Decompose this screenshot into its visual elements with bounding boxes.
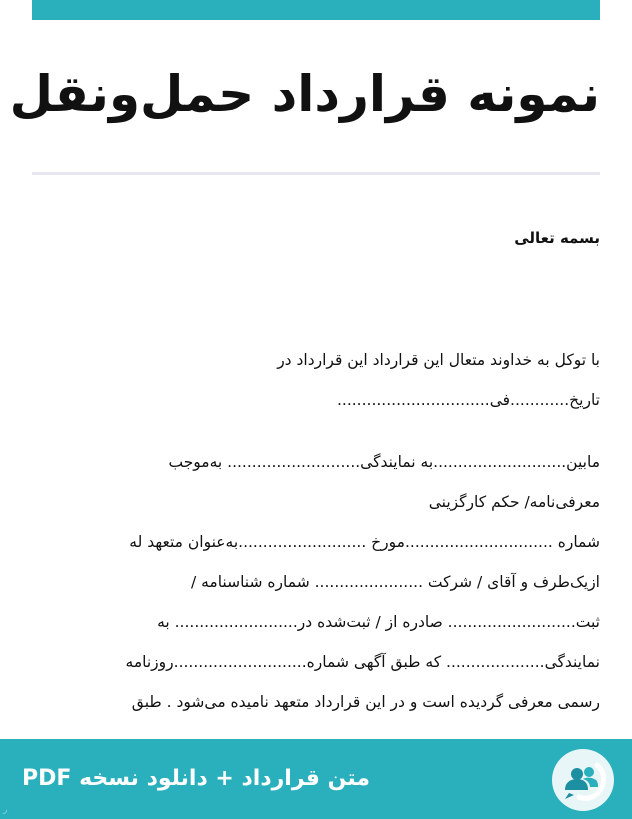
basmala-heading: بسمه تعالی xyxy=(514,229,600,247)
users-chat-icon-graphic xyxy=(552,749,614,811)
corner-mark: ر xyxy=(3,805,8,815)
contract-body xyxy=(60,340,600,722)
contract-line: تاریخ............فی............................... xyxy=(336,391,600,409)
contract-line: مابین...........................به نمایندگی........................... به‌موجب xyxy=(168,453,600,471)
download-pdf-label[interactable]: متن قرارداد + دانلود نسخه PDF xyxy=(22,766,370,791)
contract-line: نمایندگی.................... که طبق آگهی شماره...........................روزنامه xyxy=(125,653,600,671)
contract-line: با توکل به خداوند متعال این قرارداد این قرارداد در xyxy=(277,351,600,369)
top-accent-bar xyxy=(32,0,600,20)
contract-line: شماره ..............................مورخ ..........................به‌عنوان متعهد له xyxy=(129,533,600,551)
page-title: نمونه قرارداد حمل‌ونقل xyxy=(9,65,600,123)
download-banner[interactable] xyxy=(0,739,632,819)
users-chat-icon[interactable] xyxy=(552,749,614,811)
contract-line: رسمی معرفی گردیده است و در این قرارداد متعهد نامیده می‌شود . طبق xyxy=(131,693,600,711)
contract-line: معرفی‌نامه/ حکم کارگزینی xyxy=(428,493,600,511)
contract-line: ثبت.......................... صادره از / ثبت‌شده در......................... به xyxy=(157,613,600,631)
contract-line: ازیک‌طرف و آقای / شرکت ...................... شماره شناسنامه / xyxy=(190,573,600,591)
title-divider xyxy=(32,172,600,175)
